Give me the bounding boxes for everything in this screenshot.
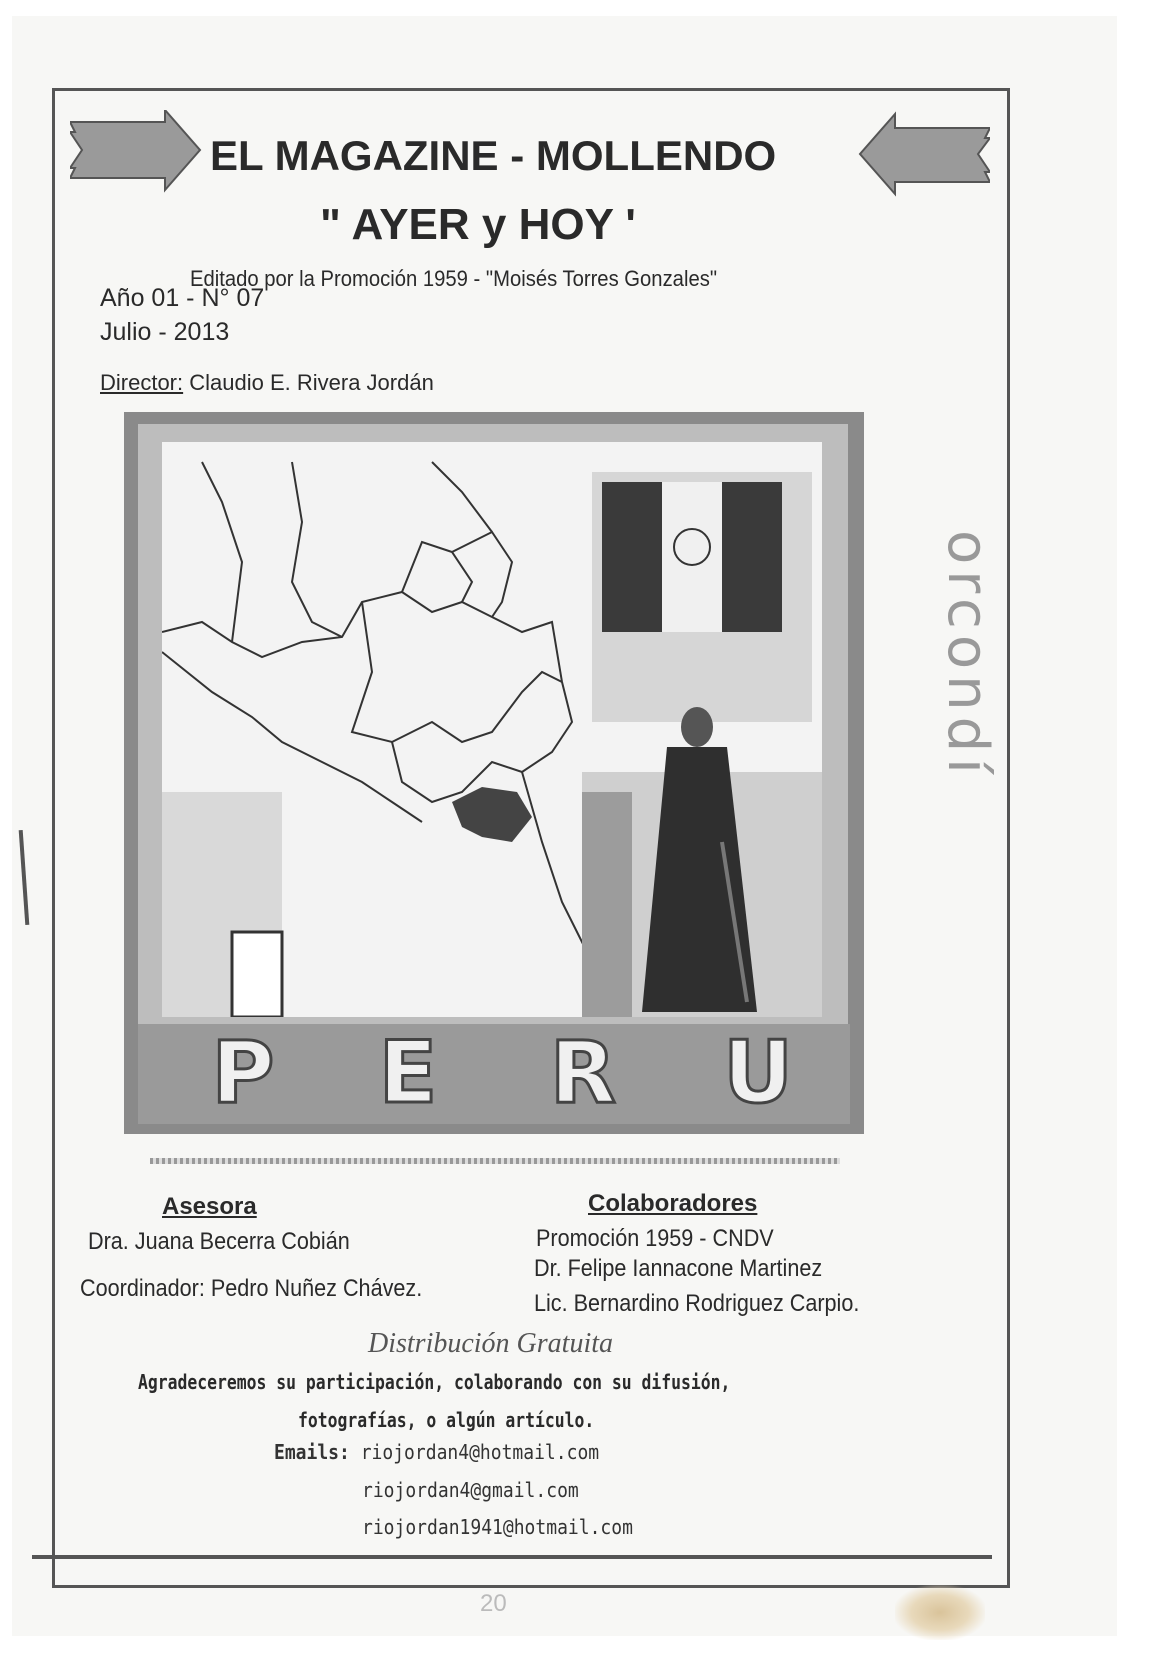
email-line-1 bbox=[274, 1440, 599, 1464]
cover-illustration bbox=[124, 412, 864, 1134]
arrow-right-icon bbox=[70, 110, 205, 200]
director-label: Director: bbox=[100, 370, 184, 395]
colaborador-item: Lic. Bernardino Rodriguez Carpio. bbox=[534, 1290, 860, 1317]
peru-letter-e: E bbox=[378, 1023, 438, 1123]
asesora-name: Dra. Juana Becerra Cobián bbox=[88, 1228, 350, 1255]
peru-map-drawing bbox=[162, 442, 822, 1017]
emails-label: Emails: bbox=[274, 1440, 350, 1464]
peru-letter-p: P bbox=[211, 1023, 275, 1123]
colaborador-item: Dr. Felipe Iannacone Martinez bbox=[534, 1255, 823, 1282]
thanks-line-1: Agradeceremos su participación, colaborando con su difusión, bbox=[138, 1370, 731, 1394]
magazine-title: EL MAGAZINE - MOLLENDO bbox=[210, 132, 777, 179]
dotted-divider bbox=[150, 1158, 840, 1164]
colaborador-item: Promoción 1959 - CNDV bbox=[536, 1225, 774, 1252]
colaboradores-heading: Colaboradores bbox=[588, 1190, 758, 1217]
peru-banner bbox=[138, 1024, 850, 1124]
highlighted-region bbox=[452, 787, 532, 842]
director-name: Claudio E. Rivera Jordán bbox=[189, 370, 434, 395]
handwritten-note: orcondí bbox=[935, 530, 1000, 780]
asesora-heading: Asesora bbox=[162, 1193, 257, 1220]
email-address[interactable]: riojordan1941@hotmail.com bbox=[362, 1515, 633, 1539]
email-address[interactable]: riojordan4@hotmail.com bbox=[360, 1440, 600, 1464]
map-image bbox=[162, 442, 822, 1017]
bottom-border-line bbox=[32, 1555, 992, 1559]
coordinador-line: Coordinador: Pedro Nuñez Chávez. bbox=[80, 1275, 423, 1302]
issue-date: Julio - 2013 bbox=[100, 318, 230, 346]
arrow-left-icon bbox=[855, 110, 990, 200]
paper-stain bbox=[895, 1585, 985, 1640]
edited-by-line: Editado por la Promoción 1959 - "Moisés Torres Gonzales" bbox=[190, 266, 718, 291]
magazine-subtitle: " AYER y HOY ' bbox=[320, 200, 636, 249]
page-number: 20 bbox=[480, 1590, 507, 1617]
email-address[interactable]: riojordan4@gmail.com bbox=[362, 1478, 579, 1502]
thanks-line-2: fotografías, o algún artículo. bbox=[298, 1408, 595, 1432]
historic-figure-photo bbox=[582, 707, 822, 1017]
distribution-note: Distribución Gratuita bbox=[368, 1328, 614, 1359]
issue-number: Año 01 - N° 07 bbox=[100, 284, 265, 312]
peru-letter-u: U bbox=[723, 1023, 793, 1123]
peru-letter-r: R bbox=[549, 1023, 617, 1123]
peru-flag-image bbox=[592, 472, 812, 722]
director-line bbox=[100, 370, 434, 396]
